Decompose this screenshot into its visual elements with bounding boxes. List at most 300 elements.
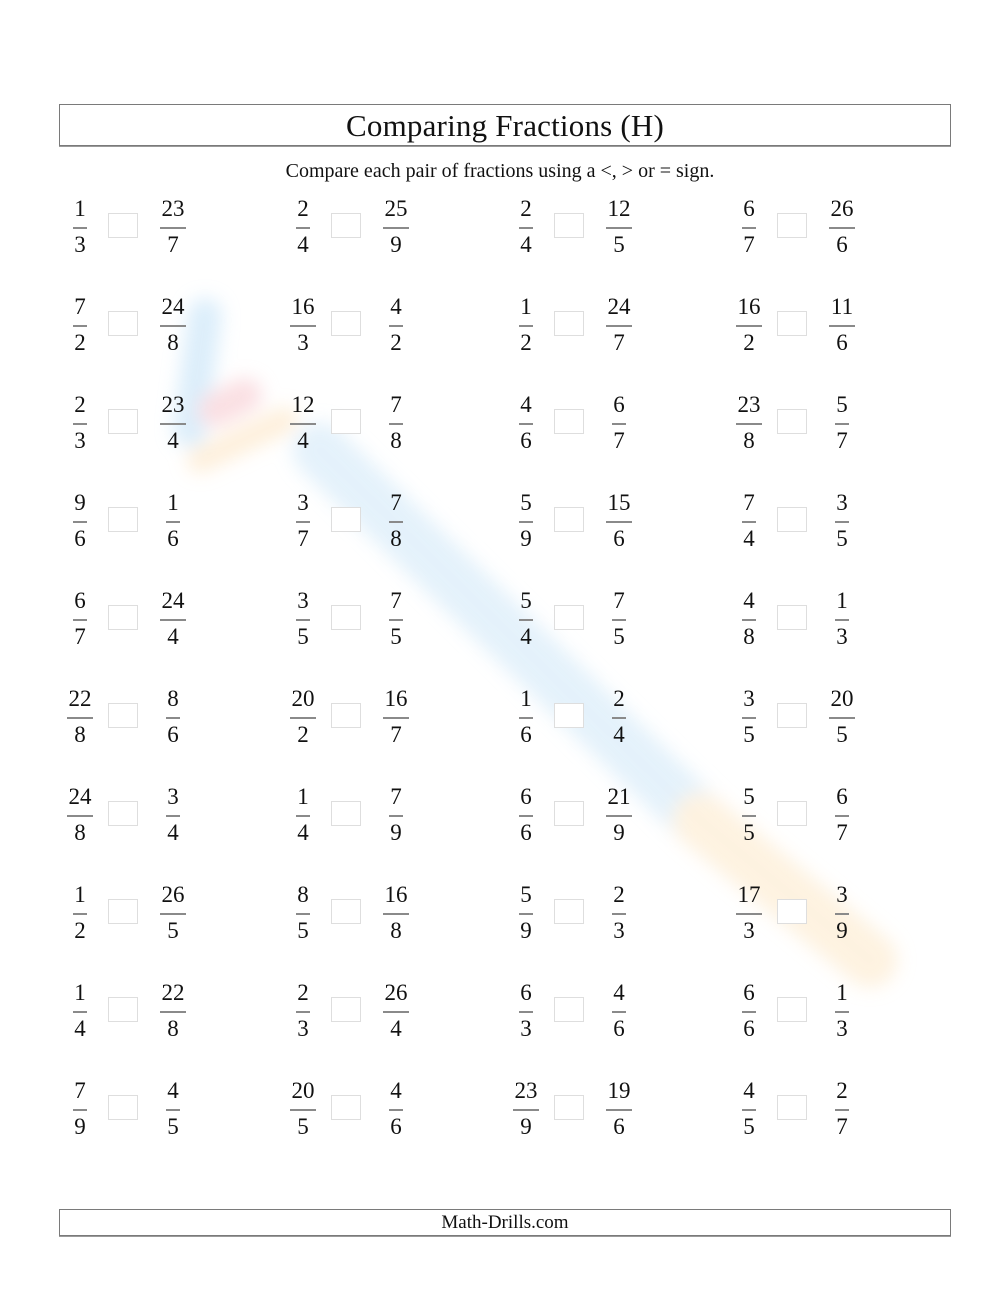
denominator: 7 [613, 330, 625, 355]
numerator: 24 [607, 294, 631, 319]
fraction-bar [519, 1011, 533, 1013]
problem-item [58, 393, 281, 463]
problem-item [504, 393, 727, 463]
answer-box[interactable] [777, 703, 807, 728]
problem-item [727, 981, 950, 1051]
problem-item [58, 197, 281, 267]
page-title: Comparing Fractions (H) [346, 107, 664, 143]
numerator: 16 [737, 294, 761, 319]
denominator: 2 [74, 918, 86, 943]
numerator: 2 [613, 882, 625, 907]
denominator: 6 [390, 1114, 402, 1139]
numerator: 7 [743, 490, 755, 515]
denominator: 4 [167, 624, 179, 649]
answer-box[interactable] [331, 997, 361, 1022]
left-fraction [504, 393, 548, 463]
answer-box[interactable] [554, 213, 584, 238]
left-fraction [281, 883, 325, 953]
denominator: 8 [167, 1016, 179, 1041]
denominator: 4 [297, 820, 309, 845]
right-fraction [597, 883, 641, 953]
answer-box[interactable] [108, 703, 138, 728]
answer-box[interactable] [331, 801, 361, 826]
denominator: 6 [520, 722, 532, 747]
fraction-bar [835, 815, 849, 817]
numerator: 1 [297, 784, 309, 809]
fraction-bar [513, 1109, 539, 1111]
denominator: 6 [613, 1016, 625, 1041]
problem-item [281, 785, 504, 855]
problem-item [504, 197, 727, 267]
left-fraction [727, 393, 771, 463]
right-fraction [374, 883, 418, 953]
numerator: 20 [291, 686, 315, 711]
answer-box[interactable] [777, 801, 807, 826]
denominator: 4 [74, 1016, 86, 1041]
denominator: 9 [836, 918, 848, 943]
denominator: 4 [297, 428, 309, 453]
fraction-bar [296, 619, 310, 621]
denominator: 6 [613, 526, 625, 551]
answer-box[interactable] [331, 311, 361, 336]
right-fraction [151, 1079, 195, 1149]
answer-box[interactable] [777, 409, 807, 434]
answer-box[interactable] [331, 213, 361, 238]
problem-item [281, 883, 504, 953]
numerator: 6 [836, 784, 848, 809]
numerator: 16 [291, 294, 315, 319]
answer-box[interactable] [108, 801, 138, 826]
numerator: 16 [384, 882, 408, 907]
fraction-bar [606, 815, 632, 817]
denominator: 7 [836, 428, 848, 453]
answer-box[interactable] [777, 311, 807, 336]
numerator: 3 [836, 882, 848, 907]
fraction-bar [383, 1011, 409, 1013]
right-fraction [374, 393, 418, 463]
denominator: 5 [297, 918, 309, 943]
denominator: 5 [167, 1114, 179, 1139]
fraction-bar [742, 1011, 756, 1013]
fraction-bar [519, 815, 533, 817]
left-fraction [58, 981, 102, 1051]
problem-item [727, 197, 950, 267]
denominator: 3 [297, 1016, 309, 1041]
denominator: 7 [74, 624, 86, 649]
denominator: 7 [836, 820, 848, 845]
fraction-bar [290, 325, 316, 327]
fraction-bar [160, 423, 186, 425]
fraction-bar [835, 521, 849, 523]
fraction-bar [67, 815, 93, 817]
denominator: 6 [836, 232, 848, 257]
answer-box[interactable] [554, 605, 584, 630]
fraction-bar [742, 815, 756, 817]
fraction-bar [296, 227, 310, 229]
denominator: 3 [74, 428, 86, 453]
numerator: 2 [520, 196, 532, 221]
answer-box[interactable] [108, 507, 138, 532]
right-fraction [374, 785, 418, 855]
denominator: 8 [167, 330, 179, 355]
numerator: 19 [607, 1078, 631, 1103]
problem-row [0, 883, 1000, 953]
answer-box[interactable] [554, 311, 584, 336]
fraction-bar [160, 913, 186, 915]
left-fraction [281, 589, 325, 659]
fraction-bar [742, 521, 756, 523]
fraction-bar [519, 325, 533, 327]
right-fraction [597, 393, 641, 463]
fraction-bar [160, 1011, 186, 1013]
fraction-bar [519, 423, 533, 425]
answer-box[interactable] [554, 997, 584, 1022]
denominator: 6 [74, 526, 86, 551]
numerator: 6 [743, 196, 755, 221]
fraction-bar [736, 325, 762, 327]
numerator: 15 [607, 490, 631, 515]
problem-item [281, 491, 504, 561]
left-fraction [58, 883, 102, 953]
fraction-bar [835, 1011, 849, 1013]
left-fraction [504, 883, 548, 953]
numerator: 23 [737, 392, 761, 417]
numerator: 20 [830, 686, 854, 711]
problem-item [58, 883, 281, 953]
left-fraction [281, 295, 325, 365]
denominator: 8 [743, 428, 755, 453]
fraction-bar [67, 717, 93, 719]
answer-box[interactable] [108, 409, 138, 434]
denominator: 6 [613, 1114, 625, 1139]
answer-box[interactable] [331, 899, 361, 924]
fraction-bar [835, 913, 849, 915]
denominator: 8 [74, 722, 86, 747]
denominator: 5 [613, 232, 625, 257]
right-fraction [597, 1079, 641, 1149]
numerator: 23 [161, 392, 185, 417]
answer-box[interactable] [554, 507, 584, 532]
numerator: 1 [520, 686, 532, 711]
problem-item [504, 785, 727, 855]
problem-row [0, 785, 1000, 855]
problem-item [727, 785, 950, 855]
denominator: 7 [743, 232, 755, 257]
left-fraction [727, 687, 771, 757]
denominator: 8 [390, 526, 402, 551]
numerator: 4 [520, 392, 532, 417]
fraction-bar [519, 913, 533, 915]
denominator: 4 [297, 232, 309, 257]
fraction-bar [73, 1011, 87, 1013]
fraction-bar [389, 325, 403, 327]
numerator: 2 [836, 1078, 848, 1103]
problem-item [58, 981, 281, 1051]
answer-box[interactable] [331, 409, 361, 434]
answer-box[interactable] [554, 409, 584, 434]
right-fraction [820, 295, 864, 365]
answer-box[interactable] [777, 997, 807, 1022]
numerator: 5 [520, 490, 532, 515]
numerator: 5 [836, 392, 848, 417]
numerator: 7 [390, 490, 402, 515]
denominator: 6 [836, 330, 848, 355]
right-fraction [374, 1079, 418, 1149]
fraction-bar [736, 423, 762, 425]
denominator: 9 [520, 526, 532, 551]
left-fraction [504, 785, 548, 855]
right-fraction [374, 687, 418, 757]
left-fraction [281, 491, 325, 561]
left-fraction [58, 393, 102, 463]
fraction-bar [829, 227, 855, 229]
numerator: 21 [607, 784, 631, 809]
right-fraction [151, 491, 195, 561]
numerator: 26 [384, 980, 408, 1005]
numerator: 4 [390, 294, 402, 319]
answer-box[interactable] [108, 899, 138, 924]
answer-box[interactable] [108, 997, 138, 1022]
right-fraction [597, 687, 641, 757]
right-fraction [151, 393, 195, 463]
denominator: 5 [743, 722, 755, 747]
numerator: 26 [161, 882, 185, 907]
denominator: 4 [167, 428, 179, 453]
numerator: 17 [737, 882, 761, 907]
numerator: 9 [74, 490, 86, 515]
answer-box[interactable] [108, 213, 138, 238]
denominator: 5 [743, 1114, 755, 1139]
problem-item [281, 687, 504, 757]
fraction-bar [166, 1109, 180, 1111]
fraction-bar [829, 325, 855, 327]
fraction-bar [519, 227, 533, 229]
left-fraction [281, 785, 325, 855]
numerator: 16 [384, 686, 408, 711]
denominator: 4 [167, 820, 179, 845]
answer-box[interactable] [777, 605, 807, 630]
fraction-bar [73, 913, 87, 915]
fraction-bar [383, 913, 409, 915]
numerator: 6 [74, 588, 86, 613]
right-fraction [820, 491, 864, 561]
problem-item [58, 687, 281, 757]
answer-box[interactable] [108, 311, 138, 336]
numerator: 11 [830, 294, 854, 319]
answer-box[interactable] [777, 507, 807, 532]
problem-row [0, 687, 1000, 757]
answer-box[interactable] [554, 703, 584, 728]
denominator: 7 [390, 722, 402, 747]
denominator: 5 [167, 918, 179, 943]
fraction-bar [612, 619, 626, 621]
numerator: 1 [520, 294, 532, 319]
answer-box[interactable] [331, 703, 361, 728]
fraction-bar [290, 1109, 316, 1111]
denominator: 9 [74, 1114, 86, 1139]
denominator: 2 [74, 330, 86, 355]
left-fraction [727, 883, 771, 953]
footer-site-name: Math-Drills.com [441, 1212, 569, 1233]
denominator: 6 [520, 428, 532, 453]
numerator: 8 [297, 882, 309, 907]
problem-item [504, 883, 727, 953]
right-fraction [820, 687, 864, 757]
left-fraction [281, 687, 325, 757]
problem-item [281, 197, 504, 267]
right-fraction [151, 981, 195, 1051]
denominator: 6 [520, 820, 532, 845]
fraction-bar [742, 227, 756, 229]
fraction-bar [383, 227, 409, 229]
left-fraction [281, 1079, 325, 1149]
left-fraction [281, 197, 325, 267]
right-fraction [820, 197, 864, 267]
numerator: 5 [520, 882, 532, 907]
answer-box[interactable] [554, 899, 584, 924]
answer-box[interactable] [331, 1095, 361, 1120]
problem-item [504, 295, 727, 365]
numerator: 1 [74, 196, 86, 221]
numerator: 1 [836, 980, 848, 1005]
numerator: 5 [520, 588, 532, 613]
fraction-bar [73, 1109, 87, 1111]
answer-box[interactable] [777, 213, 807, 238]
denominator: 9 [613, 820, 625, 845]
numerator: 20 [291, 1078, 315, 1103]
numerator: 2 [74, 392, 86, 417]
answer-box[interactable] [108, 1095, 138, 1120]
denominator: 7 [613, 428, 625, 453]
right-fraction [820, 589, 864, 659]
fraction-bar [606, 521, 632, 523]
numerator: 7 [613, 588, 625, 613]
problem-item [504, 981, 727, 1051]
left-fraction [727, 1079, 771, 1149]
right-fraction [820, 785, 864, 855]
numerator: 4 [743, 1078, 755, 1103]
denominator: 3 [743, 918, 755, 943]
problem-item [281, 393, 504, 463]
denominator: 5 [613, 624, 625, 649]
denominator: 6 [167, 526, 179, 551]
answer-box[interactable] [108, 605, 138, 630]
left-fraction [58, 687, 102, 757]
left-fraction [727, 295, 771, 365]
fraction-bar [736, 913, 762, 915]
numerator: 3 [743, 686, 755, 711]
denominator: 8 [74, 820, 86, 845]
fraction-bar [383, 717, 409, 719]
right-fraction [820, 981, 864, 1051]
fraction-bar [73, 619, 87, 621]
problem-item [504, 491, 727, 561]
problem-item [58, 1079, 281, 1149]
fraction-bar [73, 227, 87, 229]
numerator: 2 [613, 686, 625, 711]
fraction-bar [73, 423, 87, 425]
left-fraction [58, 197, 102, 267]
numerator: 23 [514, 1078, 538, 1103]
fraction-bar [835, 423, 849, 425]
fraction-bar [166, 521, 180, 523]
problem-row [0, 295, 1000, 365]
right-fraction [374, 197, 418, 267]
right-fraction [820, 1079, 864, 1149]
numerator: 2 [297, 196, 309, 221]
denominator: 2 [297, 722, 309, 747]
denominator: 5 [297, 1114, 309, 1139]
denominator: 9 [520, 918, 532, 943]
numerator: 24 [161, 294, 185, 319]
answer-box[interactable] [331, 507, 361, 532]
fraction-bar [296, 913, 310, 915]
fraction-bar [389, 423, 403, 425]
answer-box[interactable] [777, 899, 807, 924]
answer-box[interactable] [331, 605, 361, 630]
denominator: 6 [743, 1016, 755, 1041]
fraction-bar [612, 1011, 626, 1013]
numerator: 23 [161, 196, 185, 221]
right-fraction [374, 295, 418, 365]
left-fraction [504, 295, 548, 365]
numerator: 7 [74, 294, 86, 319]
denominator: 8 [390, 918, 402, 943]
fraction-bar [519, 521, 533, 523]
denominator: 9 [390, 820, 402, 845]
left-fraction [504, 1079, 548, 1149]
numerator: 3 [297, 490, 309, 515]
answer-box[interactable] [777, 1095, 807, 1120]
denominator: 5 [297, 624, 309, 649]
left-fraction [504, 981, 548, 1051]
fraction-bar [296, 1011, 310, 1013]
denominator: 3 [836, 624, 848, 649]
problem-item [727, 589, 950, 659]
denominator: 2 [520, 330, 532, 355]
denominator: 3 [613, 918, 625, 943]
left-fraction [58, 491, 102, 561]
instructions: Compare each pair of fractions using a <, > or = sign. [285, 160, 715, 182]
fraction-bar [290, 717, 316, 719]
numerator: 22 [161, 980, 185, 1005]
left-fraction [504, 197, 548, 267]
problem-row [0, 1079, 1000, 1149]
answer-box[interactable] [554, 801, 584, 826]
problem-item [281, 981, 504, 1051]
numerator: 4 [167, 1078, 179, 1103]
numerator: 4 [613, 980, 625, 1005]
fraction-bar [742, 717, 756, 719]
problem-item [727, 1079, 950, 1149]
numerator: 4 [743, 588, 755, 613]
denominator: 4 [743, 526, 755, 551]
right-fraction [597, 295, 641, 365]
problem-row [0, 197, 1000, 267]
numerator: 7 [74, 1078, 86, 1103]
answer-box[interactable] [554, 1095, 584, 1120]
fraction-bar [73, 521, 87, 523]
numerator: 3 [167, 784, 179, 809]
problem-item [281, 1079, 504, 1149]
problem-row [0, 491, 1000, 561]
numerator: 6 [520, 784, 532, 809]
left-fraction [58, 785, 102, 855]
numerator: 1 [836, 588, 848, 613]
footer-box [59, 1209, 951, 1236]
right-fraction [820, 883, 864, 953]
denominator: 7 [836, 1114, 848, 1139]
